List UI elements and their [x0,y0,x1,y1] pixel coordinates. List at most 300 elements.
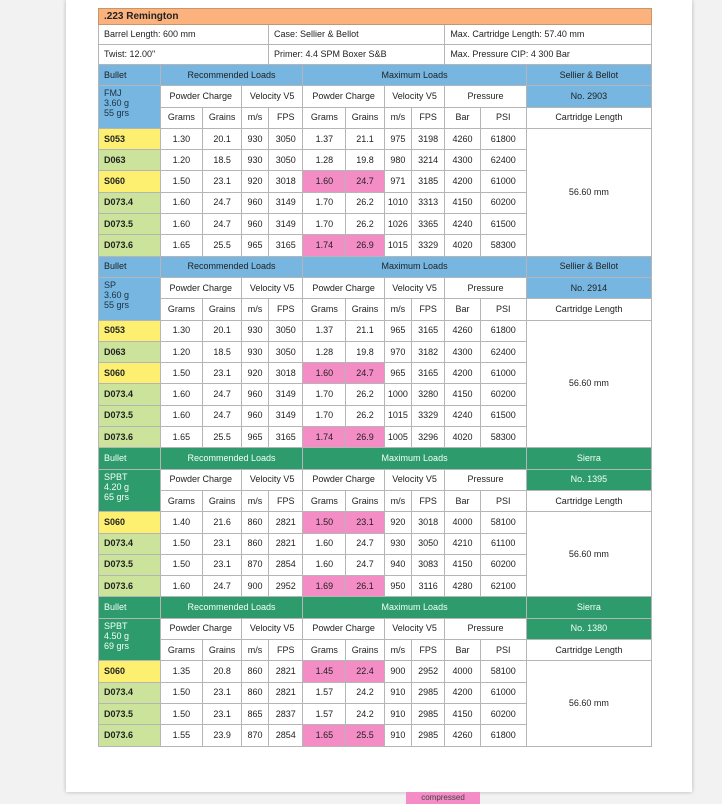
bullet-spec: 55 grs [104,108,130,119]
load-value: 860 [241,512,268,533]
load-value: 3165 [269,235,303,256]
table-row [99,661,652,682]
load-value: 1.70 [303,384,346,405]
load-value: 58100 [480,661,526,682]
load-value: 870 [241,554,268,575]
pressure-label: Pressure [445,277,526,298]
cartridge-length-value: 56.60 mm [526,661,651,746]
unit-label: FPS [411,299,444,320]
powder-charge-label: Powder Charge [303,277,384,298]
load-value: 3050 [411,533,444,554]
load-value: 4300 [445,150,480,171]
powder-name: D073.5 [99,703,161,724]
powder-charge-label: Powder Charge [160,277,241,298]
load-value: 26.1 [346,576,385,597]
load-value: 1.65 [303,725,346,746]
load-value: 4020 [445,427,480,448]
maximum-loads-header: Maximum Loads [303,448,526,469]
load-value: 25.5 [346,725,385,746]
load-value: 60200 [480,384,526,405]
load-value: 965 [384,363,411,384]
load-value: 20.1 [203,128,242,149]
velocity-label: Velocity V5 [241,469,303,490]
unit-label: m/s [384,640,411,661]
load-value: 4300 [445,341,480,362]
unit-label: m/s [384,299,411,320]
load-value: 1.57 [303,682,346,703]
section-header-row [99,448,652,469]
units-row [99,490,652,511]
load-value: 3165 [411,320,444,341]
load-value: 60200 [480,192,526,213]
unit-label: FPS [269,299,303,320]
load-value: 4150 [445,703,480,724]
load-value: 1.65 [160,427,203,448]
unit-label: m/s [384,107,411,128]
load-value: 1015 [384,405,411,426]
case-info: Case: Sellier & Bellot [269,25,445,45]
load-value: 3050 [269,150,303,171]
load-value: 19.8 [346,150,385,171]
load-value: 4000 [445,512,480,533]
load-value: 1.30 [160,320,203,341]
load-value: 3018 [411,512,444,533]
load-value: 23.1 [203,533,242,554]
powder-name: D073.5 [99,405,161,426]
load-value: 24.2 [346,682,385,703]
bullet-spec: SP [104,279,117,290]
bullet-spec: SPBT [104,471,128,482]
load-value: 1.60 [303,533,346,554]
powder-charge-label: Powder Charge [303,618,384,639]
load-value: 1.30 [160,128,203,149]
bullet-header: Bullet [99,597,161,618]
load-value: 1.60 [160,405,203,426]
powder-name: D073.6 [99,576,161,597]
recommended-loads-header: Recommended Loads [160,448,303,469]
load-value: 61500 [480,214,526,235]
section-subheader-row [99,469,652,490]
load-value: 62100 [480,576,526,597]
load-value: 3050 [269,128,303,149]
load-value: 1.60 [160,384,203,405]
load-value: 920 [241,171,268,192]
load-value: 22.4 [346,661,385,682]
load-value: 910 [384,703,411,724]
load-value: 1.60 [303,554,346,575]
load-value: 61000 [480,171,526,192]
section-subheader-row [99,618,652,639]
load-value: 1.60 [303,171,346,192]
powder-name: D063 [99,341,161,362]
load-value: 1.50 [160,554,203,575]
load-value: 2952 [269,576,303,597]
unit-label: Grams [160,107,203,128]
powder-name: S060 [99,661,161,682]
load-value: 61800 [480,725,526,746]
load-value: 1005 [384,427,411,448]
bullet-type [99,277,161,320]
load-value: 1.65 [160,235,203,256]
unit-label: FPS [411,490,444,511]
load-value: 930 [241,128,268,149]
cartridge-length-label: Cartridge Length [526,490,651,511]
unit-label: Bar [445,299,480,320]
load-value: 25.5 [203,235,242,256]
load-value: 26.2 [346,384,385,405]
load-value: 920 [384,512,411,533]
bullet-maker: Sierra [526,597,651,618]
powder-name: D073.6 [99,427,161,448]
load-value: 24.7 [346,171,385,192]
load-value: 4150 [445,554,480,575]
unit-label: m/s [241,299,268,320]
bullet-type [99,618,161,661]
bullet-spec: 69 grs [104,640,130,651]
load-value: 930 [241,341,268,362]
info-row-2 [99,45,652,65]
maximum-loads-header: Maximum Loads [303,256,526,277]
bullet-spec: 3.60 g [104,98,130,109]
table-row [99,320,652,341]
load-value: 1.50 [303,512,346,533]
load-value: 1.37 [303,128,346,149]
load-value: 3149 [269,214,303,235]
load-value: 1.60 [160,576,203,597]
twist-info: Twist: 12.00" [99,45,269,65]
bullet-type [99,86,161,129]
load-value: 20.1 [203,320,242,341]
load-value: 4280 [445,576,480,597]
load-value: 4240 [445,214,480,235]
load-value: 1.50 [160,682,203,703]
maximum-loads-header: Maximum Loads [303,597,526,618]
velocity-label: Velocity V5 [241,86,303,107]
bullet-maker: Sierra [526,448,651,469]
load-value: 1.55 [160,725,203,746]
load-value: 23.1 [203,363,242,384]
unit-label: Grams [160,490,203,511]
primer-info: Primer: 4.4 SPM Boxer S&B [269,45,445,65]
load-value: 1.70 [303,214,346,235]
load-value: 1.20 [160,150,203,171]
units-row [99,640,652,661]
load-value: 19.8 [346,341,385,362]
load-value: 1.70 [303,192,346,213]
powder-name: D073.4 [99,533,161,554]
load-value: 23.9 [203,725,242,746]
load-value: 2821 [269,661,303,682]
load-value: 3165 [411,363,444,384]
bullet-header: Bullet [99,65,161,86]
load-value: 20.8 [203,661,242,682]
load-value: 980 [384,150,411,171]
unit-label: Bar [445,640,480,661]
pressure-label: Pressure [445,86,526,107]
powder-name: S053 [99,128,161,149]
load-value: 61500 [480,405,526,426]
load-value: 971 [384,171,411,192]
bullet-number: No. 2914 [526,277,651,298]
load-value: 3185 [411,171,444,192]
load-value: 60200 [480,703,526,724]
load-value: 24.7 [203,192,242,213]
load-value: 18.5 [203,341,242,362]
load-value: 965 [384,320,411,341]
max-cartridge-length: Max. Cartridge Length: 57.40 mm [445,25,652,45]
load-value: 1.74 [303,235,346,256]
velocity-label: Velocity V5 [384,277,445,298]
load-value: 26.2 [346,405,385,426]
load-value: 950 [384,576,411,597]
load-value: 2854 [269,725,303,746]
unit-label: FPS [269,107,303,128]
velocity-label: Velocity V5 [241,618,303,639]
load-value: 24.7 [203,405,242,426]
table-row [99,128,652,149]
load-value: 3149 [269,384,303,405]
units-row [99,299,652,320]
load-value: 23.1 [203,554,242,575]
load-value: 1.20 [160,341,203,362]
powder-name: D073.6 [99,725,161,746]
recommended-loads-header: Recommended Loads [160,65,303,86]
load-value: 960 [241,405,268,426]
velocity-label: Velocity V5 [384,469,445,490]
load-value: 26.2 [346,214,385,235]
load-value: 1.50 [160,703,203,724]
load-value: 1.74 [303,427,346,448]
unit-label: m/s [241,640,268,661]
unit-label: Grams [303,107,346,128]
load-value: 25.5 [203,427,242,448]
unit-label: m/s [241,490,268,511]
unit-label: FPS [269,490,303,511]
bullet-spec: 65 grs [104,491,130,502]
bullet-spec: FMJ [104,88,122,99]
load-value: 24.7 [346,554,385,575]
cartridge-length-label: Cartridge Length [526,299,651,320]
load-value: 860 [241,682,268,703]
load-value: 900 [384,661,411,682]
load-value: 4200 [445,171,480,192]
load-value: 4200 [445,363,480,384]
load-value: 920 [241,363,268,384]
cartridge-length-label: Cartridge Length [526,640,651,661]
load-value: 1.28 [303,341,346,362]
load-value: 910 [384,682,411,703]
unit-label: Grains [346,640,385,661]
load-value: 3280 [411,384,444,405]
load-value: 24.7 [203,214,242,235]
load-value: 2985 [411,725,444,746]
powder-name: S060 [99,363,161,384]
bullet-type [99,469,161,512]
unit-label: m/s [384,490,411,511]
load-value: 2854 [269,554,303,575]
info-row-1 [99,25,652,45]
load-value: 1.50 [160,533,203,554]
bullet-number: No. 1380 [526,618,651,639]
pressure-label: Pressure [445,618,526,639]
load-value: 860 [241,533,268,554]
powder-name: S053 [99,320,161,341]
bullet-spec: 55 grs [104,299,130,310]
load-value: 870 [241,725,268,746]
powder-charge-label: Powder Charge [160,86,241,107]
cartridge-length-label: Cartridge Length [526,107,651,128]
load-value: 24.7 [346,363,385,384]
load-value: 960 [241,384,268,405]
load-value: 1.28 [303,150,346,171]
powder-name: S060 [99,512,161,533]
bullet-maker: Sellier & Bellot [526,256,651,277]
load-value: 3050 [269,320,303,341]
load-value: 3083 [411,554,444,575]
unit-label: Grams [160,299,203,320]
compressed-legend-badge: compressed [406,792,480,804]
bullet-spec: 4.50 g [104,630,130,641]
load-value: 21.6 [203,512,242,533]
load-value: 1.60 [303,363,346,384]
load-value: 1.60 [160,214,203,235]
unit-label: Grams [303,640,346,661]
load-value: 24.2 [346,703,385,724]
load-value: 3329 [411,235,444,256]
load-value: 23.1 [346,512,385,533]
units-row [99,107,652,128]
load-value: 960 [241,214,268,235]
load-value: 3182 [411,341,444,362]
section-subheader-row [99,277,652,298]
load-value: 60200 [480,554,526,575]
recommended-loads-header: Recommended Loads [160,597,303,618]
load-value: 61000 [480,363,526,384]
load-value: 3296 [411,427,444,448]
load-value: 1015 [384,235,411,256]
load-value: 26.9 [346,235,385,256]
load-value: 1.50 [160,171,203,192]
load-value: 1.70 [303,405,346,426]
unit-label: PSI [480,107,526,128]
title-row [99,9,652,25]
load-value: 21.1 [346,128,385,149]
load-value: 965 [241,427,268,448]
load-value: 975 [384,128,411,149]
load-value: 3165 [269,427,303,448]
load-value: 24.7 [346,533,385,554]
unit-label: Grains [346,299,385,320]
load-value: 4150 [445,192,480,213]
unit-label: PSI [480,640,526,661]
load-value: 23.1 [203,171,242,192]
load-value: 61800 [480,320,526,341]
unit-label: Bar [445,490,480,511]
powder-name: D073.4 [99,192,161,213]
load-value: 1.37 [303,320,346,341]
max-pressure: Max. Pressure CIP: 4 300 Bar [445,45,652,65]
load-value: 4240 [445,405,480,426]
section-header-row [99,65,652,86]
load-value: 21.1 [346,320,385,341]
load-value: 940 [384,554,411,575]
unit-label: FPS [411,640,444,661]
load-value: 4260 [445,320,480,341]
load-value: 62400 [480,341,526,362]
load-value: 1.69 [303,576,346,597]
load-value: 2821 [269,533,303,554]
load-value: 4200 [445,682,480,703]
load-value: 58300 [480,427,526,448]
velocity-label: Velocity V5 [384,618,445,639]
powder-charge-label: Powder Charge [303,469,384,490]
load-value: 2821 [269,682,303,703]
powder-name: D063 [99,150,161,171]
load-value: 4260 [445,725,480,746]
bullet-spec: 3.60 g [104,289,130,300]
load-value: 61800 [480,128,526,149]
load-value: 960 [241,192,268,213]
unit-label: Grains [203,490,242,511]
load-value: 910 [384,725,411,746]
bullet-number: No. 1395 [526,469,651,490]
load-value: 3198 [411,128,444,149]
load-value: 58100 [480,512,526,533]
unit-label: Grams [160,640,203,661]
load-value: 965 [241,235,268,256]
load-value: 3018 [269,363,303,384]
load-value: 23.1 [203,703,242,724]
load-value: 1.35 [160,661,203,682]
load-value: 3149 [269,405,303,426]
powder-name: D073.4 [99,384,161,405]
velocity-label: Velocity V5 [241,277,303,298]
unit-label: Grams [303,299,346,320]
load-value: 24.7 [203,384,242,405]
load-value: 3329 [411,405,444,426]
powder-name: S060 [99,171,161,192]
load-value: 18.5 [203,150,242,171]
load-value: 930 [241,320,268,341]
load-value: 2952 [411,661,444,682]
load-value: 1026 [384,214,411,235]
bullet-number: No. 2903 [526,86,651,107]
load-value: 2985 [411,703,444,724]
load-value: 23.1 [203,682,242,703]
unit-label: m/s [241,107,268,128]
load-value: 4210 [445,533,480,554]
load-value: 3365 [411,214,444,235]
load-value: 1000 [384,384,411,405]
unit-label: Grains [203,640,242,661]
load-value: 62400 [480,150,526,171]
load-value: 865 [241,703,268,724]
cartridge-length-value: 56.60 mm [526,512,651,597]
load-value: 930 [241,150,268,171]
section-header-row [99,256,652,277]
unit-label: FPS [269,640,303,661]
powder-name: D073.5 [99,214,161,235]
load-value: 1010 [384,192,411,213]
bullet-spec: SPBT [104,620,128,631]
load-value: 2821 [269,512,303,533]
powder-charge-label: Powder Charge [160,618,241,639]
load-value: 860 [241,661,268,682]
velocity-label: Velocity V5 [384,86,445,107]
load-value: 930 [384,533,411,554]
cartridge-title: .223 Remington [99,9,652,25]
bullet-header: Bullet [99,448,161,469]
